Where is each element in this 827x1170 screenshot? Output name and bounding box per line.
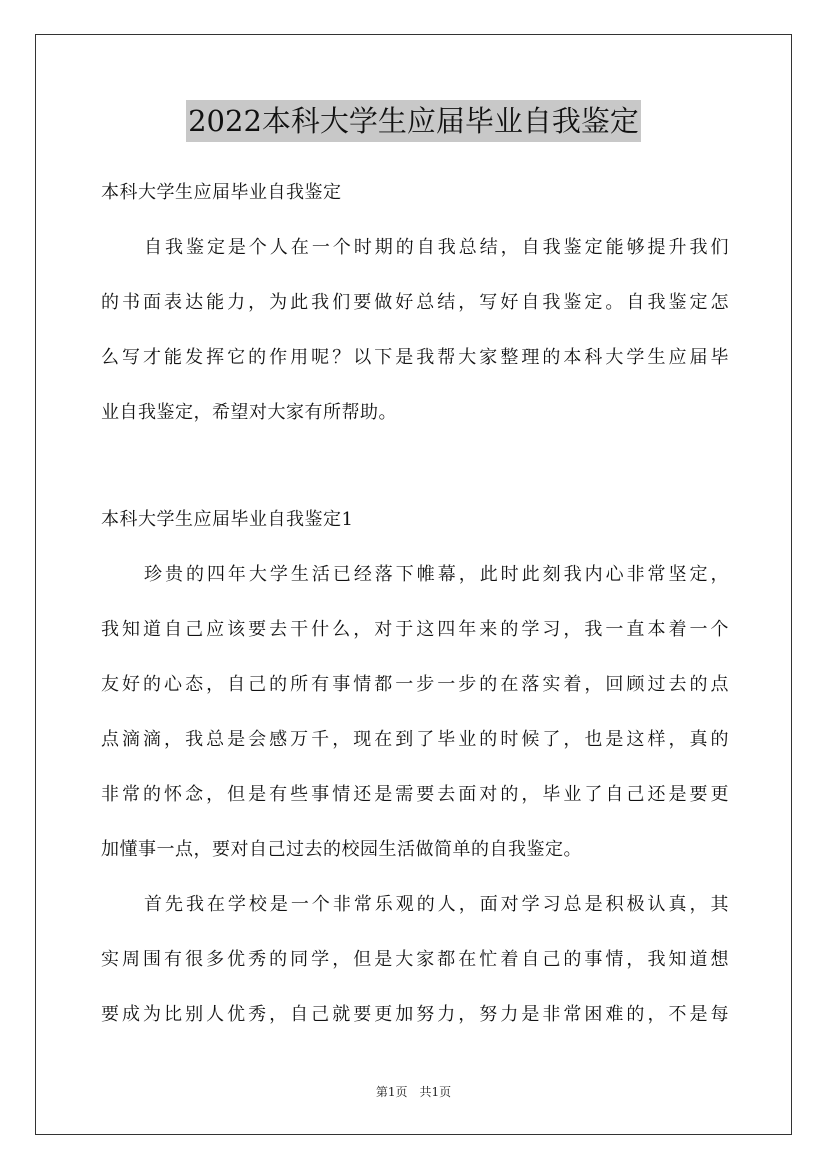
- paragraph-line: 我知道自己应该要去干什么，对于这四年来的学习，我一直本着一个: [101, 619, 729, 640]
- paragraph-line: 友好的心态，自己的所有事情都一步一步的在落实着，回顾过去的点: [101, 674, 729, 695]
- paragraph-line: 珍贵的四年大学生活已经落下帷幕，此时此刻我内心非常坚定，: [144, 564, 729, 585]
- paragraph-line: 非常的怀念，但是有些事情还是需要去面对的，毕业了自己还是要更: [101, 784, 729, 805]
- paragraph-line: 点滴滴，我总是会感万千，现在到了毕业的时候了，也是这样，真的: [101, 729, 729, 750]
- page-total: 共1页: [419, 1085, 452, 1099]
- section-heading: 本科大学生应届毕业自我鉴定: [101, 182, 342, 203]
- page-number: 第1页: [375, 1085, 408, 1099]
- section-heading: 本科大学生应届毕业自我鉴定1: [101, 509, 354, 530]
- paragraph-line: 实周围有很多优秀的同学，但是大家都在忙着自己的事情，我知道想: [101, 949, 729, 970]
- document-title: 2022本科大学生应届毕业自我鉴定: [186, 100, 641, 142]
- paragraph-line: 自我鉴定是个人在一个时期的自我总结，自我鉴定能够提升我们: [144, 237, 729, 258]
- paragraph-line: 加懂事一点，要对自己过去的校园生活做简单的自我鉴定。: [101, 839, 582, 860]
- paragraph-line: 么写才能发挥它的作用呢？以下是我帮大家整理的本科大学生应届毕: [101, 347, 729, 368]
- page-footer: [0, 1083, 827, 1100]
- paragraph-line: 首先我在学校是一个非常乐观的人，面对学习总是积极认真，其: [144, 894, 729, 915]
- paragraph-line: 业自我鉴定，希望对大家有所帮助。: [101, 402, 397, 423]
- paragraph-line: 要成为比别人优秀，自己就要更加努力，努力是非常困难的，不是每: [101, 1004, 729, 1025]
- paragraph-line: 的书面表达能力，为此我们要做好总结，写好自我鉴定。自我鉴定怎: [101, 292, 729, 313]
- title-wrap: [0, 100, 827, 142]
